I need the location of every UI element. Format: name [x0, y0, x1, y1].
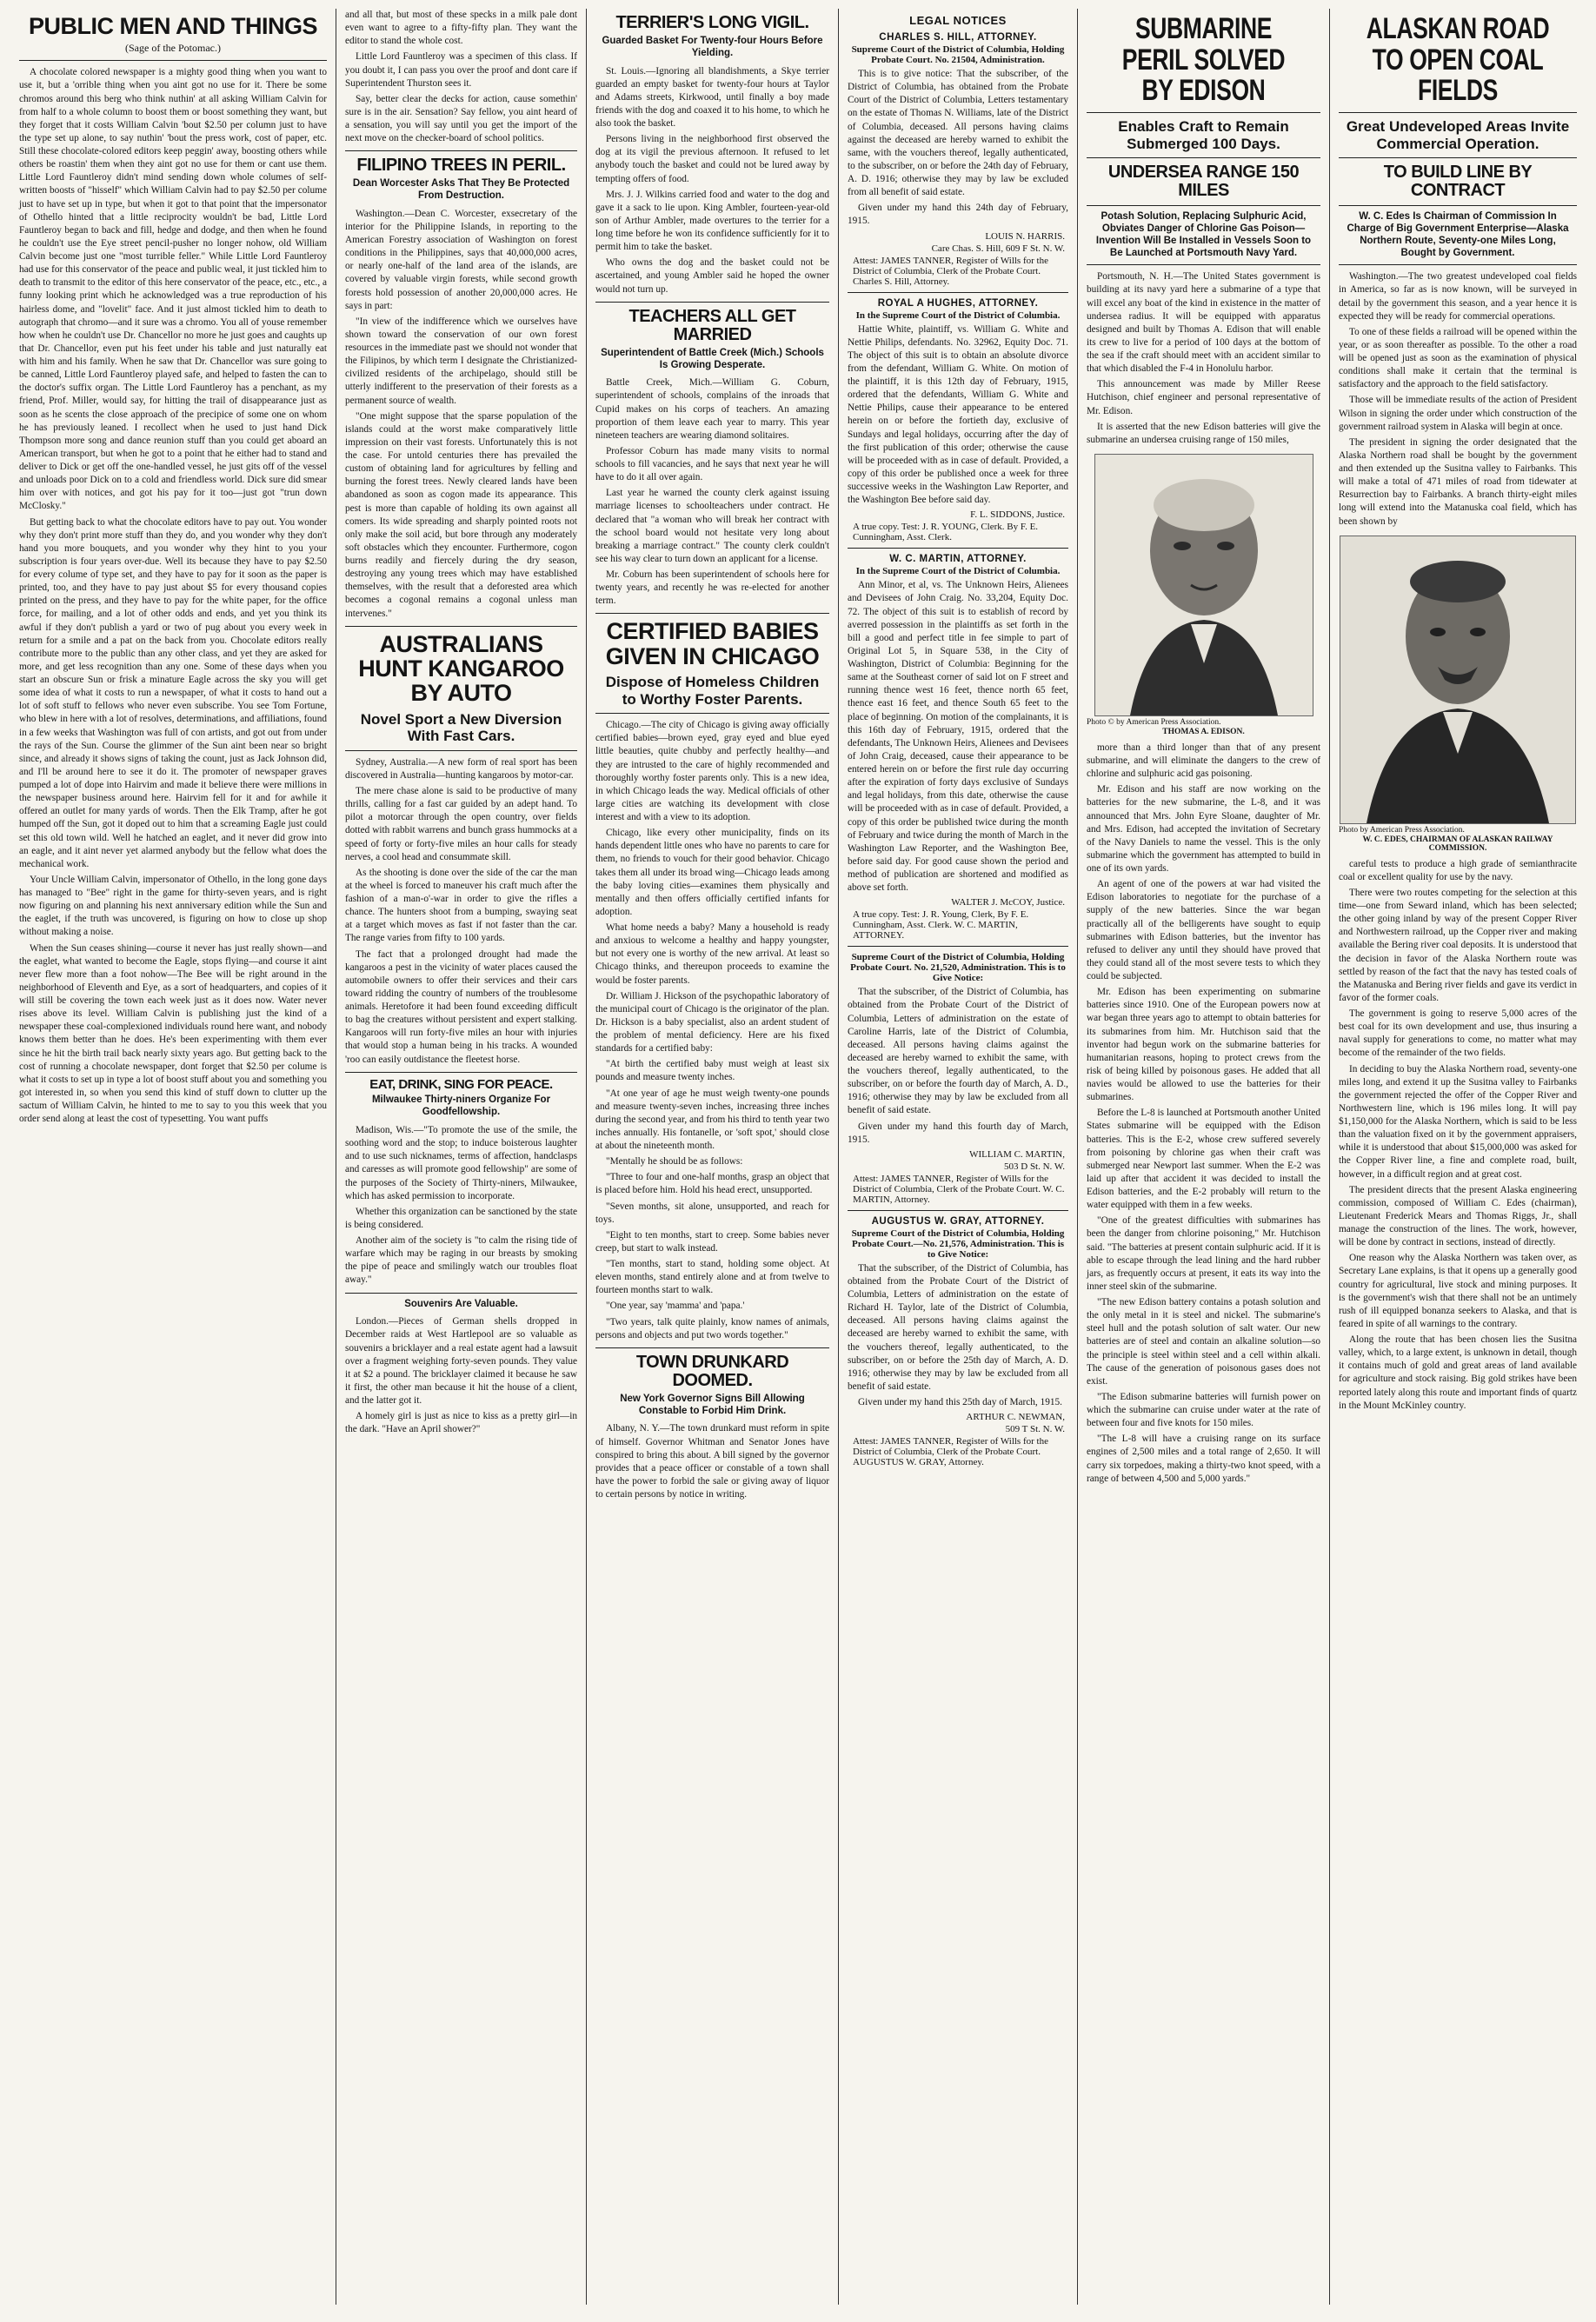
- column-1: [10, 9, 336, 2305]
- article-continuation: and all that, but most of these specks in a milk pale dont even want to agree to a fifty-fifty plan. They want the editor to stand the whole cost.: [345, 10, 577, 47]
- divider: [848, 1210, 1068, 1211]
- notice-signature: WALTER J. McCOY, Justice.: [951, 897, 1065, 908]
- notice-address: Care Chas. S. Hill, 609 F St. N. W.: [931, 243, 1065, 254]
- article-paragraph: Battle Creek, Mich.—William G. Coburn, superintendent of schools, complains of the inroads that Cupid makes on his corps of teachers. An amazing proportion of them leave each year to marry. This year nineteen teachers are wearing diamond solitaires.: [595, 377, 829, 441]
- article-paragraph: "One of the greatest difficulties with submarines has been the danger from chlorine poisoning," Mr. Hutchison said. "The batteries at present contain sulphuric acid. If it is able to escape through the lead lining and the hard rubber jars, as frequently occurs at present, it eats its way into the inner steel skin of the submarine.: [1087, 1215, 1320, 1292]
- notice-court: Supreme Court of the District of Columbia, Holding Probate Court. No. 21504, Administration.: [851, 44, 1065, 65]
- headline-town-drunkard: TOWN DRUNKARD DOOMED.: [635, 1352, 789, 1390]
- byline: (Sage of the Potomac.): [125, 42, 221, 55]
- column-4-legal-notices: [839, 9, 1078, 2305]
- article-paragraph: But getting back to what the chocolate editors have to pay out. You wonder why they don't print more stuff than they do, and you wonder why they don't hand you more bouquets, and you wonder why they hint to you your subscription is four years over-due. Well its because they have to pay $2.50 for every colume of type set, and they have to pay for it soon as the paper is printed, too, and they have to pay just about $5 for every thousand copies printed on the press, and they have to pay for the white paper, for the office force, for mailing, and a lot of other odds and ends, and yet you think its awful if they don't publish a yard or two of pug about you every week in return for a smile and a pat on the back from you. Chocolate editors really contribute more to the public than any other class, and yet they are asked for more, and get less recognition than any one. Some of these days when you start an obscure Sun or frisk a minature Eagle across the sky you will get some idea of what it costs to run a newspaper, of what it costs to hand out a lot of soft stuff to fellows who never even subscribe. You see Tom Fortune, who blew in here with a lot of resolves, determinations, and affiliations, found in a few weeks that Washington was full of con artists, and got out from under the rays of the Sun. Course the glimmer of the Sun aint been near so bright since, and already it shows signs of taking the count, just as Jack Johnson did, and I'll be around here to see it do it. The promoter of newspaper graves pumped a lot of dope into Hairvim and made it believe there were millions in the newspaper business around here. Hairvim fell for it and for awhile it offered an outlet for many yards of words. Then the Elk Tramp, after he got humped off the Sun, got it doped out to him that a screaming Eagle just could set this old town wild. Well he hatched an eaglet, and it never did grow into an eagle, and it aint never yet alarmed anybody but the fellow what does the mechanical work.: [19, 516, 327, 869]
- article-paragraph: Sydney, Australia.—A new form of real sport has been discovered in Australia—hunting kangaroos by motor-car.: [345, 756, 577, 781]
- notice-court: In the Supreme Court of the District of Columbia.: [855, 309, 1061, 321]
- divider: [595, 1347, 829, 1348]
- article-paragraph: Washington.—Dean C. Worcester, exsecretary of the interior for the Philippine Islands, in reporting to the American Forestry association of Washington on forest conditions in the Philippines, says that 40,000,000 acres, or nearly one-half of the land area of the islands, are covered by valuable virgin forests, while second growth forests hold possession of another 20,000,000 acres. He says in part:: [345, 208, 577, 311]
- deck: Great Undeveloped Areas Invite Commercial Operation.: [1346, 118, 1570, 152]
- legal-notices-header: LEGAL NOTICES: [909, 14, 1007, 27]
- legal-notice: [848, 554, 1068, 941]
- subheadline: Superintendent of Battle Creek (Mich.) Schools Is Growing Desperate.: [601, 347, 824, 370]
- divider: [595, 302, 829, 303]
- divider: [345, 626, 577, 627]
- legal-notice: [848, 952, 1068, 1205]
- article-paragraph: Who owns the dog and the basket could not be ascertained, and young Ambler said he hoped the owner would not turn up.: [595, 257, 829, 295]
- legal-notice: [848, 1216, 1068, 1467]
- divider: [345, 750, 577, 751]
- divider: [1087, 157, 1320, 158]
- article-paragraph: careful tests to produce a high grade of semianthracite coal or excellent quality for use by the navy.: [1339, 858, 1577, 882]
- notice-attorney: AUGUSTUS W. GRAY, ATTORNEY.: [871, 1215, 1045, 1227]
- article-paragraph: "Two years, talk quite plainly, know names of animals, persons and objects and put two words together.": [595, 1316, 829, 1341]
- newspaper-page: [10, 9, 1586, 2305]
- photo-caption: W. C. EDES, CHAIRMAN OF ALASKAN RAILWAY COMMISSION.: [1362, 835, 1553, 853]
- subheadline: Guarded Basket For Twenty-four Hours Before Yielding.: [602, 36, 823, 58]
- article-paragraph: "Ten months, start to stand, holding some object. At eleven months, stand entirely alone and at from twelve to fourteen months start to walk.: [595, 1259, 829, 1296]
- notice-court: Supreme Court of the District of Columbia, Holding Probate Court.—No. 21,576, Administration. This is to Give Notice:: [851, 1228, 1065, 1260]
- article-paragraph: "Three to four and one-half months, grasp an object that is placed before him. Hold his head erect, unsupported.: [595, 1172, 829, 1196]
- article-paragraph: What home needs a baby? Many a household is ready and anxious to welcome a healthy and happy youngster, but not every one is worthy of the new arrival. At least so Chicago thinks, and thereupon proceeds to examine the would be foster parents.: [595, 922, 829, 986]
- article-paragraph: Persons living in the neighborhood first observed the dog at its vigil the previous afternoon. It refused to let anybody touch the basket and could not be lured away by tempting offers of food.: [595, 134, 829, 184]
- divider: [848, 946, 1068, 947]
- headline-teachers: TEACHERS ALL GET MARRIED: [628, 306, 796, 344]
- article-paragraph: In deciding to buy the Alaska Northern road, seventy-one miles long, and extend it up the Susitna valley to Fairbanks the government rejected the offer of the Copper River and Northwestern line, which is 196 miles long. It will pay $1,150,000 for the Alaska Northern, which is said to be less than the valuation fixed on it by the government appraisers, while it is understood that about $15,000,000 was asked for the Copper River line, a fine and complete road, built, however, in a difficult region and at great cost.: [1339, 1063, 1577, 1180]
- headline-submarine-peril: SUBMARINE PERIL SOLVED BY EDISON: [1121, 12, 1286, 108]
- article-paragraph: Another aim of the society is "to calm the rising tide of warfare which may be raging in our breasts by smoking the pipe of peace and smilingly watch our troubles float away.": [345, 1235, 577, 1286]
- headline-terrier: TERRIER'S LONG VIGIL.: [615, 13, 809, 32]
- notice-signature: LOUIS N. HARRIS.: [985, 230, 1065, 242]
- notice-given: Given under my hand this fourth day of March, 1915.: [848, 1121, 1068, 1145]
- article-paragraph: more than a third longer than that of any present submarine, and will eliminate the dangers to the crew of chlorine and sulphuric acid gas poisoning.: [1087, 742, 1320, 780]
- article-paragraph: "One year, say 'mamma' and 'papa.': [606, 1301, 745, 1312]
- notice-court: Supreme Court of the District of Columbia, Holding Probate Court. No. 21,520, Administration. This is to Give Notice:: [850, 952, 1066, 984]
- article-paragraph: Those will be immediate results of the action of President Wilson in signing the order under which construction of the government railroad system in Alaska will begin at once.: [1339, 395, 1577, 432]
- divider: [1339, 112, 1577, 113]
- headline-filipino-trees: FILIPINO TREES IN PERIL.: [356, 156, 566, 176]
- notice-address: 509 T St. N. W.: [1005, 1424, 1065, 1435]
- notice-signature: F. L. SIDDONS, Justice.: [970, 509, 1065, 521]
- subheadline: Milwaukee Thirty-niners Organize For Goodfellowship.: [371, 1094, 551, 1118]
- divider: [595, 713, 829, 714]
- article-paragraph: The president directs that the present Alaska engineering commission, composed of William C. Edes (chairman), Lieutenant Frederick Mears and Thomas Riggs, Jr., shall manage the construction of the lines. The work, however, will be done by contract in sections, instead of directly.: [1339, 1184, 1577, 1248]
- headline-eat-drink: EAT, DRINK, SING FOR PEACE.: [369, 1076, 553, 1092]
- article-paragraph: One reason why the Alaska Northern was taken over, as Secretary Lane explains, is that it opens up a generally good country for agricultural, live stock and mining purposes. It is the government's wish that there shall not be an untimely rush of ill equipped bonanza seekers to Alaska, and that is feared in spite of all warnings to the contrary.: [1339, 1253, 1577, 1329]
- notice-attest: A true copy. Test: J. R. YOUNG, Clerk. By F. E. Cunningham, Asst. Clerk.: [853, 522, 1039, 543]
- divider: [345, 1293, 577, 1294]
- headline-australians: AUSTRALIANS HUNT KANGAROO BY AUTO: [358, 630, 564, 707]
- notice-attorney: ROYAL A HUGHES, ATTORNEY.: [877, 297, 1039, 309]
- column-6: [1330, 9, 1586, 2305]
- article-paragraph: "Eight to ten months, start to creep. Some babies never creep, but start to walk instead.: [595, 1229, 829, 1254]
- article-paragraph: Professor Coburn has made many visits to normal schools to fill vacancies, and he says that next year he will have to do it all over again.: [595, 445, 829, 483]
- divider: [345, 150, 577, 151]
- article-paragraph: When the Sun ceases shining—course it never has just really shown—and the eaglet, what wanted to become the Eagle, stops flying—and course it aint never flew more than a foot nohow—The Bee will be right around in the neighborhood of Eleventh and Eye, as a sort of headquarters, and copies of it will still be covering the town each week just as it does now. Water never rises above its level. William Calvin is publishing just the kind of a newspaper these coal-complexioned individuals round here want, and nobody knows them better than he does. He's been experimenting with them ever since he hit the birth trail back nearly sixty years ago. But getting back to the cost of running a chocolate newspaper, dont forget that $2.50 per colume is what it costs to set up in type a lot of boost stuff about you and something you got interested in, so when you send this kind of stuff down to clutter up the sactum of William Calvin, he hinted to me to say to you this week that you order send along at least the cost of typesetting. You want puffs: [19, 942, 327, 1125]
- headline-certified-babies: CERTIFIED BABIES GIVEN IN CHICAGO: [605, 618, 820, 669]
- divider: [1339, 157, 1577, 158]
- article-paragraph: "At one year of age he must weigh twenty-one pounds and measure twenty-seven inches, increasing three inches during the second year, and from his third to tenth year two inches annually. His fontanelle, or 'soft spot,' should close at about the nineteenth month.: [595, 1088, 829, 1152]
- article-paragraph: It is asserted that the new Edison batteries will give the submarine an undersea cruising range of 150 miles,: [1087, 421, 1320, 445]
- headline-build-line: TO BUILD LINE BY CONTRACT: [1383, 163, 1533, 201]
- legal-notice: [848, 298, 1068, 543]
- notice-body: That the subscriber, of the District of Columbia, has obtained from the Probate Court of the District of Columbia, Letters of administration on the estate of Caroline Harris, late of the District of Columbia, deceased. All persons having claims against the deceased are hereby warned to exhibit the same, with the vouchers thereof, legally authenticated, to the subscriber, on or before the fourth day of March, A. D., 1916; otherwise they may by law be excluded from all benefit of said estate.: [848, 987, 1068, 1116]
- notice-signature: ARTHUR C. NEWMAN,: [966, 1412, 1065, 1423]
- notice-body: Ann Minor, et al, vs. The Unknown Heirs, Alienees and Devisees of John Craig. No. 33,204, Equity Doc. 72. The object of this suit is to establish of record by averred possession in the plaintiffs as set forth in the bill a good and perfect title in fee simple to part of Original Lot 5, in Square 538, in the City of Washington, District of Columbia: Beginning for the same at the Southeast corner of said lot on F street and running thence west 16 feet, thence north 65 feet, thence east 16 feet, and thence South 65 feet to the place of beginning. On motion of the complainants, it is this 16th day of February, 1915, ordered that the defendants, The Unknown Heirs, Alienees and Devisees of John Craig, deceased, cause their appearance to be entered herein on or before the first rule day occurring after the expiration of forty days exclusive of Sundays and legal holidays, from this date, otherwise the cause will be proceeded with as in case of default. Provided, a copy of this order be published twice during the month of February and twice during the month of March in the Washington Law Reporter, and the Washington Bee, before said day. For good cause shown the period and method of publication are shortened and modified as above set forth.: [848, 580, 1068, 894]
- article-paragraph: Mr. Edison and his staff are now working on the batteries for the new submarine, the L-8, and it was announced that Mrs. John Eyre Sloane, daughter of Mr. and Mrs. Edison, had accepted the invitation of Secretary of the Navy Daniels to name the vessel. This is the only submarine which the government has attempted to build in one of its own yards.: [1087, 784, 1320, 875]
- article-paragraph: Mrs. J. J. Wilkins carried food and water to the dog and gave it a sack to lie upon. King Ambler, fourteen-year-old son of Arthur Ambler, made overtures to the terrier for a long time before he won its confidence sufficiently for it to permit him to take the basket.: [595, 189, 829, 253]
- article-paragraph: There were two routes competing for the selection at this time—one from Seward inland, which has been selected; the other going inland by way of the present Copper River and Northwestern railroad, up the Copper river and making available the Bering river coal deposits. It is understood that the decision in favor of the Alaska Northern route was settled by reason of the fact that the navy has tested coals of the Matanuska and Bering river fields and gave its verdict in favor of the former coals.: [1339, 887, 1577, 1003]
- article-paragraph: Mr. Edison has been experimenting on submarine batteries since 1910. One of the European powers now at war began three years ago to attempt to obtain batteries for its submarines from him. Mr. Hutchison said that the inventor had begun work on the submarine batteries for humanitarian reasons, hoping to protect crews from the risk of being killed by poisonous gases. He added that all navies would be allowed to use the batteries for their submarines.: [1087, 987, 1320, 1103]
- notice-signature: WILLIAM C. MARTIN,: [969, 1148, 1065, 1160]
- divider: [848, 548, 1068, 549]
- article-paragraph: A homely girl is just as nice to kiss as a pretty girl—in the dark. "Have an April shower?": [345, 1411, 577, 1435]
- divider: [1087, 112, 1320, 113]
- divider: [848, 292, 1068, 293]
- notice-court: In the Supreme Court of the District of Columbia.: [855, 566, 1061, 577]
- article-paragraph: Portsmouth, N. H.—The United States government is building at its navy yard here a submarine of a type that will excel any boat of the kind in existence in the matter of undersea radius. It will be equipped with apparatus designed and built by Thomas A. Edison that will enable its crew to live for a period of 100 days at the bottom of the sea if the craft should meet with an accident similar to that which disabled the F-4 in Honolulu harbor.: [1087, 271, 1320, 375]
- article-paragraph: Chicago, like every other municipality, finds on its hands dependent little ones who have no parents to care for them, no friends to vouch for their good behavior. Chicago takes them all under its broad wing—Chicago leads among the baby loving cities—examines them physically and mentally and then offers officially certified infants for adoption.: [595, 828, 829, 917]
- article-paragraph: Last year he warned the county clerk against issuing marriage licenses to schoolteachers under contract. He declared that "a woman who will break her contract with the school board would not hesitate very long about breaking a marriage contract." The county clerk couldn't see his way clear to turn down an applicant for a license.: [595, 488, 829, 564]
- notice-attest: Attest: JAMES TANNER, Register of Wills for the District of Columbia, Clerk of the Probate Court. Charles S. Hill, Attorney.: [853, 255, 1048, 287]
- notice-attorney: W. C. MARTIN, ATTORNEY.: [889, 554, 1027, 565]
- notice-given: Given under my hand this 25th day of March, 1915.: [858, 1397, 1062, 1407]
- article-paragraph: Your Uncle William Calvin, impersonator of Othello, in the long gone days has managed to "Bee" right in the game for thirty-seven years, and is right now figuring on and planning his next anniversary edition while the Sun and the eaglet, if the truth was uncovered, is figuring on how to close up shop without making a noise.: [19, 874, 327, 938]
- notice-attest: Attest: JAMES TANNER, Register of Wills for the District of Columbia, Clerk of the Probate Court. AUGUSTUS W. GRAY, Attorney.: [853, 1436, 1048, 1468]
- article-paragraph: The government is going to reserve 5,000 acres of the best coal for its own development and use, thus insuring a naval supply for generations to come, no matter what may become of the remainder of the two fields.: [1339, 1008, 1577, 1059]
- article-paragraph: Dr. William J. Hickson of the psychopathic laboratory of the municipal court of Chicago is the originator of the plan. Dr. Hickson is a baby specialist, also an ardent student of the problem of mental deficiency. Here are his fixed standards for a certified baby:: [595, 990, 829, 1055]
- notice-address: 503 D St. N. W.: [1004, 1161, 1065, 1172]
- column-5: [1078, 9, 1330, 2305]
- article-paragraph: Albany, N. Y.—The town drunkard must reform in spite of himself. Governor Whitman and Senator Jones have conspired to bring this about. A bill signed by the governor provides that a peace officer or constable of a town shall have the power to forbid the sale or giving away of liquor to certain persons by notice in writing.: [595, 1423, 829, 1500]
- article-paragraph: "The Edison submarine batteries will furnish power on which the submarine can cruise under water at the rate of between four and five knots for 150 miles.: [1087, 1391, 1320, 1429]
- article-paragraph: Chicago.—The city of Chicago is giving away officially certified babies—brown eyed, gray eyed and blue eyed little beauties, quite chubby and perfectly healthy—and they are intrusted to the care of highly recommended and thoroughly worthy foster parents only. This is a new idea, in which Chicago leads the way. Medical officials of other large cities are watching its development with close interest and with a view to its adoption.: [595, 720, 829, 823]
- subheadline: Potash Solution, Replacing Sulphuric Acid, Obviates Danger of Chlorine Gas Poison—Invention Will Be Installed in Vessels Soon to Be Launched at Portsmouth Navy Yard.: [1095, 211, 1312, 258]
- article-paragraph: "In view of the indifference which we ourselves have shown toward the conservation of our own forest resources in the immediate past we should not wonder that the Filipinos, by which term I designate the Christianized-civilized residents of the archipelago, should still be utterly indifferent to the preservation of their forests as a permanent source of wealth.: [345, 316, 577, 406]
- edison-portrait-photo: [1094, 454, 1313, 716]
- article-paragraph: Washington.—The two greatest undeveloped coal fields in America, so far as is now known, will be surveyed in detail by the government this season, and a year hence it is expected they will be ready for commercial operations.: [1339, 271, 1577, 322]
- edes-portrait-photo: [1340, 536, 1576, 824]
- article-paragraph: Madison, Wis.—"To promote the use of the smile, the soothing word and the stop; to induce boisterous laughter and to use such nicknames, terms of affection, handclasps and caresses as will promote good fellowship" are some of the purposes of the Society of Thirty-niners, Milwaukee, which has asked permission to incorporate.: [345, 1125, 577, 1201]
- deck: Dispose of Homeless Children to Worthy Foster Parents.: [605, 674, 820, 708]
- article-paragraph: The president in signing the order designated that the Alaska Northern road shall be bought by the government and then extended up the Susitna valley to Fairbanks. This will make a total of 471 miles of road from tidewater at Resurrection bay to Fairbanks. A branch thirty-eight miles long will extend into the Matanuska coal field, which has been shown by: [1339, 436, 1577, 527]
- notice-body: That the subscriber, of the District of Columbia, has obtained from the Probate Court of the District of Columbia, Letters of administration on the estate of Richard H. Taylor, late of the District of Columbia, deceased. All persons having claims against the deceased are hereby warned to exhibit the same, with the vouchers thereof, legally authenticated, to the subscriber, on or before the 25th day of March, A. D. 1916; otherwise they may by law be excluded from all benefit of said estate.: [848, 1262, 1068, 1392]
- deck: Enables Craft to Remain Submerged 100 Days.: [1118, 118, 1289, 152]
- article-paragraph: "The L-8 will have a cruising range on its surface engines of 2,500 miles and a total range of 2,650. It will carry six torpedoes, making a thirty-two knot speed, with a range of between 4,500 and 5,000 yards.": [1087, 1434, 1320, 1484]
- subheadline: Souvenirs Are Valuable.: [404, 1298, 518, 1309]
- article-paragraph: To one of these fields a railroad will be opened within the year, or as soon thereafter as possible. To the other a road will be opened just as soon as the examination of physical conditions shall make it certain that the terminal is satisfactory and the approach to the field satisfactory.: [1339, 326, 1577, 390]
- deck: Novel Sport a New Diversion With Fast Cars.: [360, 710, 562, 745]
- article-paragraph: Along the route that has been chosen lies the Susitna valley, which, to a large extent, is unknown in detail, though it contains much of gold and great areas of land available for agriculture and stock raising. Big gold strikes have been reported lately along this route and important finds of quartz in the Mount McKinley country.: [1339, 1334, 1577, 1411]
- photo-caption: THOMAS A. EDISON.: [1162, 727, 1245, 736]
- article-paragraph: As the shooting is done over the side of the car the man at the wheel is forced to maneuver his craft much after the fashion of a man-o'-war in order to give the rifles a chance. The hunters shoot from a bumping, swaying seat at a target which moves as fast if not faster than the car. The range varies from fifty to 100 yards.: [345, 867, 577, 944]
- article-paragraph: "At birth the certified baby must weigh at least six pounds and measure twenty inches.: [595, 1059, 829, 1083]
- article-paragraph: Little Lord Fauntleroy was a specimen of this class. If you doubt it, I can pass you over the proof and dont care if Superintendent Thurston sees it.: [345, 51, 577, 89]
- article-paragraph: "The new Edison battery contains a potash solution and the only metal in it is steel and nickel. The submarine's steel hull and the potash solution of salt water. Our new batteries are of steel and contain an alkaline solution—so the principle is steel within steel and a cell within alkali. The cause of the generation of poisonous gases does not exist.: [1087, 1297, 1320, 1387]
- article-paragraph: The mere chase alone is said to be productive of many thrills, calling for a fast car guided by an adept hand. To pilot a motorcar through the open country, over fields dotted with rabbit warrens and bunch grass hummocks at a speed of forty or forty-five miles an hour calls for steady nerves, a cool head and consummate skill.: [345, 786, 577, 862]
- subheadline: Dean Worcester Asks That They Be Protected From Destruction.: [352, 178, 570, 202]
- article-paragraph: St. Louis.—Ignoring all blandishments, a Skye terrier guarded an empty basket for twenty-four hours at Taylor and Adams streets, Kirkwood, until finally a boy made friends with the dog and coaxed it to his home, to which he also took the basket.: [595, 65, 829, 130]
- edes-portrait-image: [1340, 536, 1575, 823]
- divider: [1339, 205, 1577, 206]
- subheadline: W. C. Edes Is Chairman of Commission In Charge of Big Government Enterprise—Alaska Northern Route, Seventy-one Miles Long, Bought by Government.: [1347, 211, 1569, 258]
- photo-credit: Photo © by American Press Association.: [1087, 717, 1221, 727]
- notice-attorney: CHARLES S. HILL, ATTORNEY.: [879, 32, 1037, 43]
- divider: [19, 60, 327, 61]
- photo-credit: Photo by American Press Association.: [1339, 825, 1465, 835]
- divider: [595, 613, 829, 614]
- headline-undersea-range: UNDERSEA RANGE 150 MILES: [1107, 163, 1300, 201]
- divider: [345, 1072, 577, 1073]
- article-paragraph: Mr. Coburn has been superintendent of schools here for twenty years, and recently he was re-elected for another term.: [595, 569, 829, 607]
- article-paragraph: This announcement was made by Miller Reese Hutchison, chief engineer and personal representative of Mr. Edison.: [1087, 379, 1320, 416]
- divider: [1087, 205, 1320, 206]
- notice-body: Hattie White, plaintiff, vs. William G. White and Nettie Philips, defendants. No. 32962, Equity Doc. 71. The object of this suit is to obtain an absolute divorce from the defendant, William G. White. On motion of the plaintiff, it is this 12th day of February, 1915, ordered that the defendants, William G. White and Nettie Philips, cause their appearance to be entered herein on or before the fortieth day, exclusive of Sundays and legal holidays, occurring after the day of the first publication of this order; otherwise the cause will be proceeded with as in case of default. Provided, a copy of this order be published once a week for three successive weeks in the Washington Law Reporter, and the Washington Bee before said day.: [848, 323, 1068, 506]
- divider: [1087, 264, 1320, 265]
- article-paragraph: The fact that a prolonged drought had made the kangaroos a pest in the vicinity of water places caused the automobile owners to offer their services and their cars toward ridding the country of numbers of the troublesome animals. Heretofore it had been found exceeding difficult to bag the creatures without persistent and expert stalking. Kangaroos will run forty-five miles an hour with injuries that would stop a human being in his tracks. A wounded 'roo can easily outdistance the fleetest horse.: [345, 948, 577, 1065]
- notice-attest: A true copy. Test: J. R. Young, Clerk, By F. E. Cunningham, Asst. Clerk. W. C. MARTIN, ATTORNEY.: [853, 909, 1029, 941]
- headline-public-men: PUBLIC MEN AND THINGS: [29, 13, 317, 39]
- legal-notice: [848, 32, 1068, 287]
- notice-given: Given under my hand this 24th day of February, 1915.: [848, 203, 1068, 227]
- article-paragraph: Before the L-8 is launched at Portsmouth another United States submarine will be equipped with the Edison batteries. This is the E-2, whose crew suffered severely from poisoning by chlorine gas when their craft was submerged near Newport last summer. When the E-2 was laid up after that accident it was decided to install the Edison batteries, and the E-2 probably will return to the water equipped with them in a few weeks.: [1087, 1108, 1320, 1211]
- column-2: [336, 9, 587, 2305]
- divider: [1339, 264, 1577, 265]
- article-paragraph: "Seven months, sit alone, unsupported, and reach for toys.: [595, 1201, 829, 1225]
- article-paragraph: Whether this organization can be sanctioned by the state is being considered.: [345, 1206, 577, 1230]
- article-paragraph: "Mentally he should be as follows:: [606, 1156, 743, 1168]
- subheadline: New York Governor Signs Bill Allowing Constable to Forbid Him Drink.: [620, 1393, 805, 1416]
- article-paragraph: Say, better clear the decks for action, cause somethin' sure is in the air. Sensation? Say fellow, you aint heard of a sensation, you will say until you get the import of the next move on the checker-board of school politics.: [345, 93, 577, 144]
- headline-alaskan-road: ALASKAN ROAD TO OPEN COAL FIELDS: [1366, 12, 1550, 108]
- article-paragraph: London.—Pieces of German shells dropped in December raids at West Hartlepool are so valuable as souvenirs a bricklayer and a real estate agent had a lawsuit over a fragment weighing forty-seven pounds. They value it at $2 a pound. The bricklayer claimed it because he saw it first, the other man because it hit the house of a client, and the latter got it.: [345, 1316, 577, 1407]
- column-3: [587, 9, 839, 2305]
- notice-attest: Attest: JAMES TANNER, Register of Wills for the District of Columbia, Clerk of the Probate Court. W. C. MARTIN, Attorney.: [853, 1173, 1065, 1205]
- article-paragraph: "One might suppose that the sparse population of the islands could at the worst make comparatively little impression on their vast forests. Unfortunately this is not the case. For untold centuries there has prevailed the custom of obtaining land for agricultures by felling and burning the forest trees. Newly cleared lands have been abandoned as soon as cogon made its appearance. This pest is more than capable of holding its own against all comers. Its wide spreading and sharply pointed roots not only make the soil acid, but bore through any moderately soft obstacles which they encounter. Furthermore, cogon burns readily and fiercely during the dry season, destroying any young trees which may have established themselves, with the result that a deforested area which becomes a cogonal remains a cogonal unless man intervenes.": [345, 410, 577, 619]
- article-paragraph: A chocolate colored newspaper is a mighty good thing when you want to use it, but a 'orrible thing when you aint got no use for it. There be some chromos around this berg who think nuthin' at all asking William Calvin for from half to a whole column to boost them or boost something they want, but they forget that it costs William Calvin 'bout $2.50 per column just to have the type set up alone, to say nuthin' 'bout the press work, cost of paper, etc. Still these chocolate-colored editors keep peggin' away, boosting others while others be roastin' them when they aint got no use for them or cant use them. Little Lord Fauntleroy didn't mind sending down whole columes of self-written boosts of "hisself" which William Calvin had to pay $2.50 per colume just to have set up in type, but when it got to that point that the impersonator of Othello hinted that a little reciprocity wouldn't be bad, Little Lord Fauntleroy began to back and fill, hedge and dodge, and then when he found he couldn't use the Eye street pencil-pusher no longer nohow, old William Calvin become just one "most turrible feller." While Little Lord Fauntleroy had use for this conservator of the peace and public weal, it just tickled him to death to transmit to the editor of this here conservator of the peace, etc., etc., a funny looking print which he acknowledged was a true reproduction of his hairless dome, and "lovelit" face. And it just almost tickled him to death to autograph that chromo—and it sure was a chromo. You all of youse remember how when he couldn't use Dr. Chancellor no more he just goes and caughts up that Dr. Chancellor, even put his feet under his table and just naturally eat with him and his family. When he saw that Dr. Chancellor was sure going to be canned, Little Lord Fauntleroy played safe, and helped to fasten the can to the doctor's suffix organ. The Little Lord Fauntleroy has a penchant, as my friend, Prof. Miller, would say, for hitting the trail of disappearance just as soon as he scents the close approach of the precipice of some one on whom he has previously leaned. I recollect when he used to just hand Dick Thompson more song and dance reunion stuff than you could get aboard an American transport, but when he got to a point that he either had to stand and deliver to Dick or get off the one-handled vessel, he just gits off of the vessel and unloads poor Dick on to a cold and friendless world. Dick sure did smear him over with notices, and got his pay for it too—just got "trun down McClosky.": [19, 67, 327, 512]
- notice-body: This is to give notice: That the subscriber, of the District of Columbia, has obtained from the Probate Court of the District of Columbia, Letters testamentary on the estate of Thomas N. Williams, late of the District of Columbia, deceased. All persons having claims against the deceased are hereby warned to exhibit the same, with the vouchers thereof, legally authenticated, to the subscriber, on or before the 24th day of February, A. D. 1916; otherwise they may by law be excluded from all benefit of said estate.: [848, 69, 1068, 198]
- article-paragraph: An agent of one of the powers at war had visited the Edison laboratories to negotiate for the purchase of a supply of the new batteries. Since the war began practically all of the belligerents have sought to equip submarines with Edison batteries, but the inventor has refused to deliver any until they should have proved that they could stand all of the most severe tests to which they could be subjected.: [1087, 879, 1320, 982]
- edison-portrait-image: [1095, 455, 1313, 715]
